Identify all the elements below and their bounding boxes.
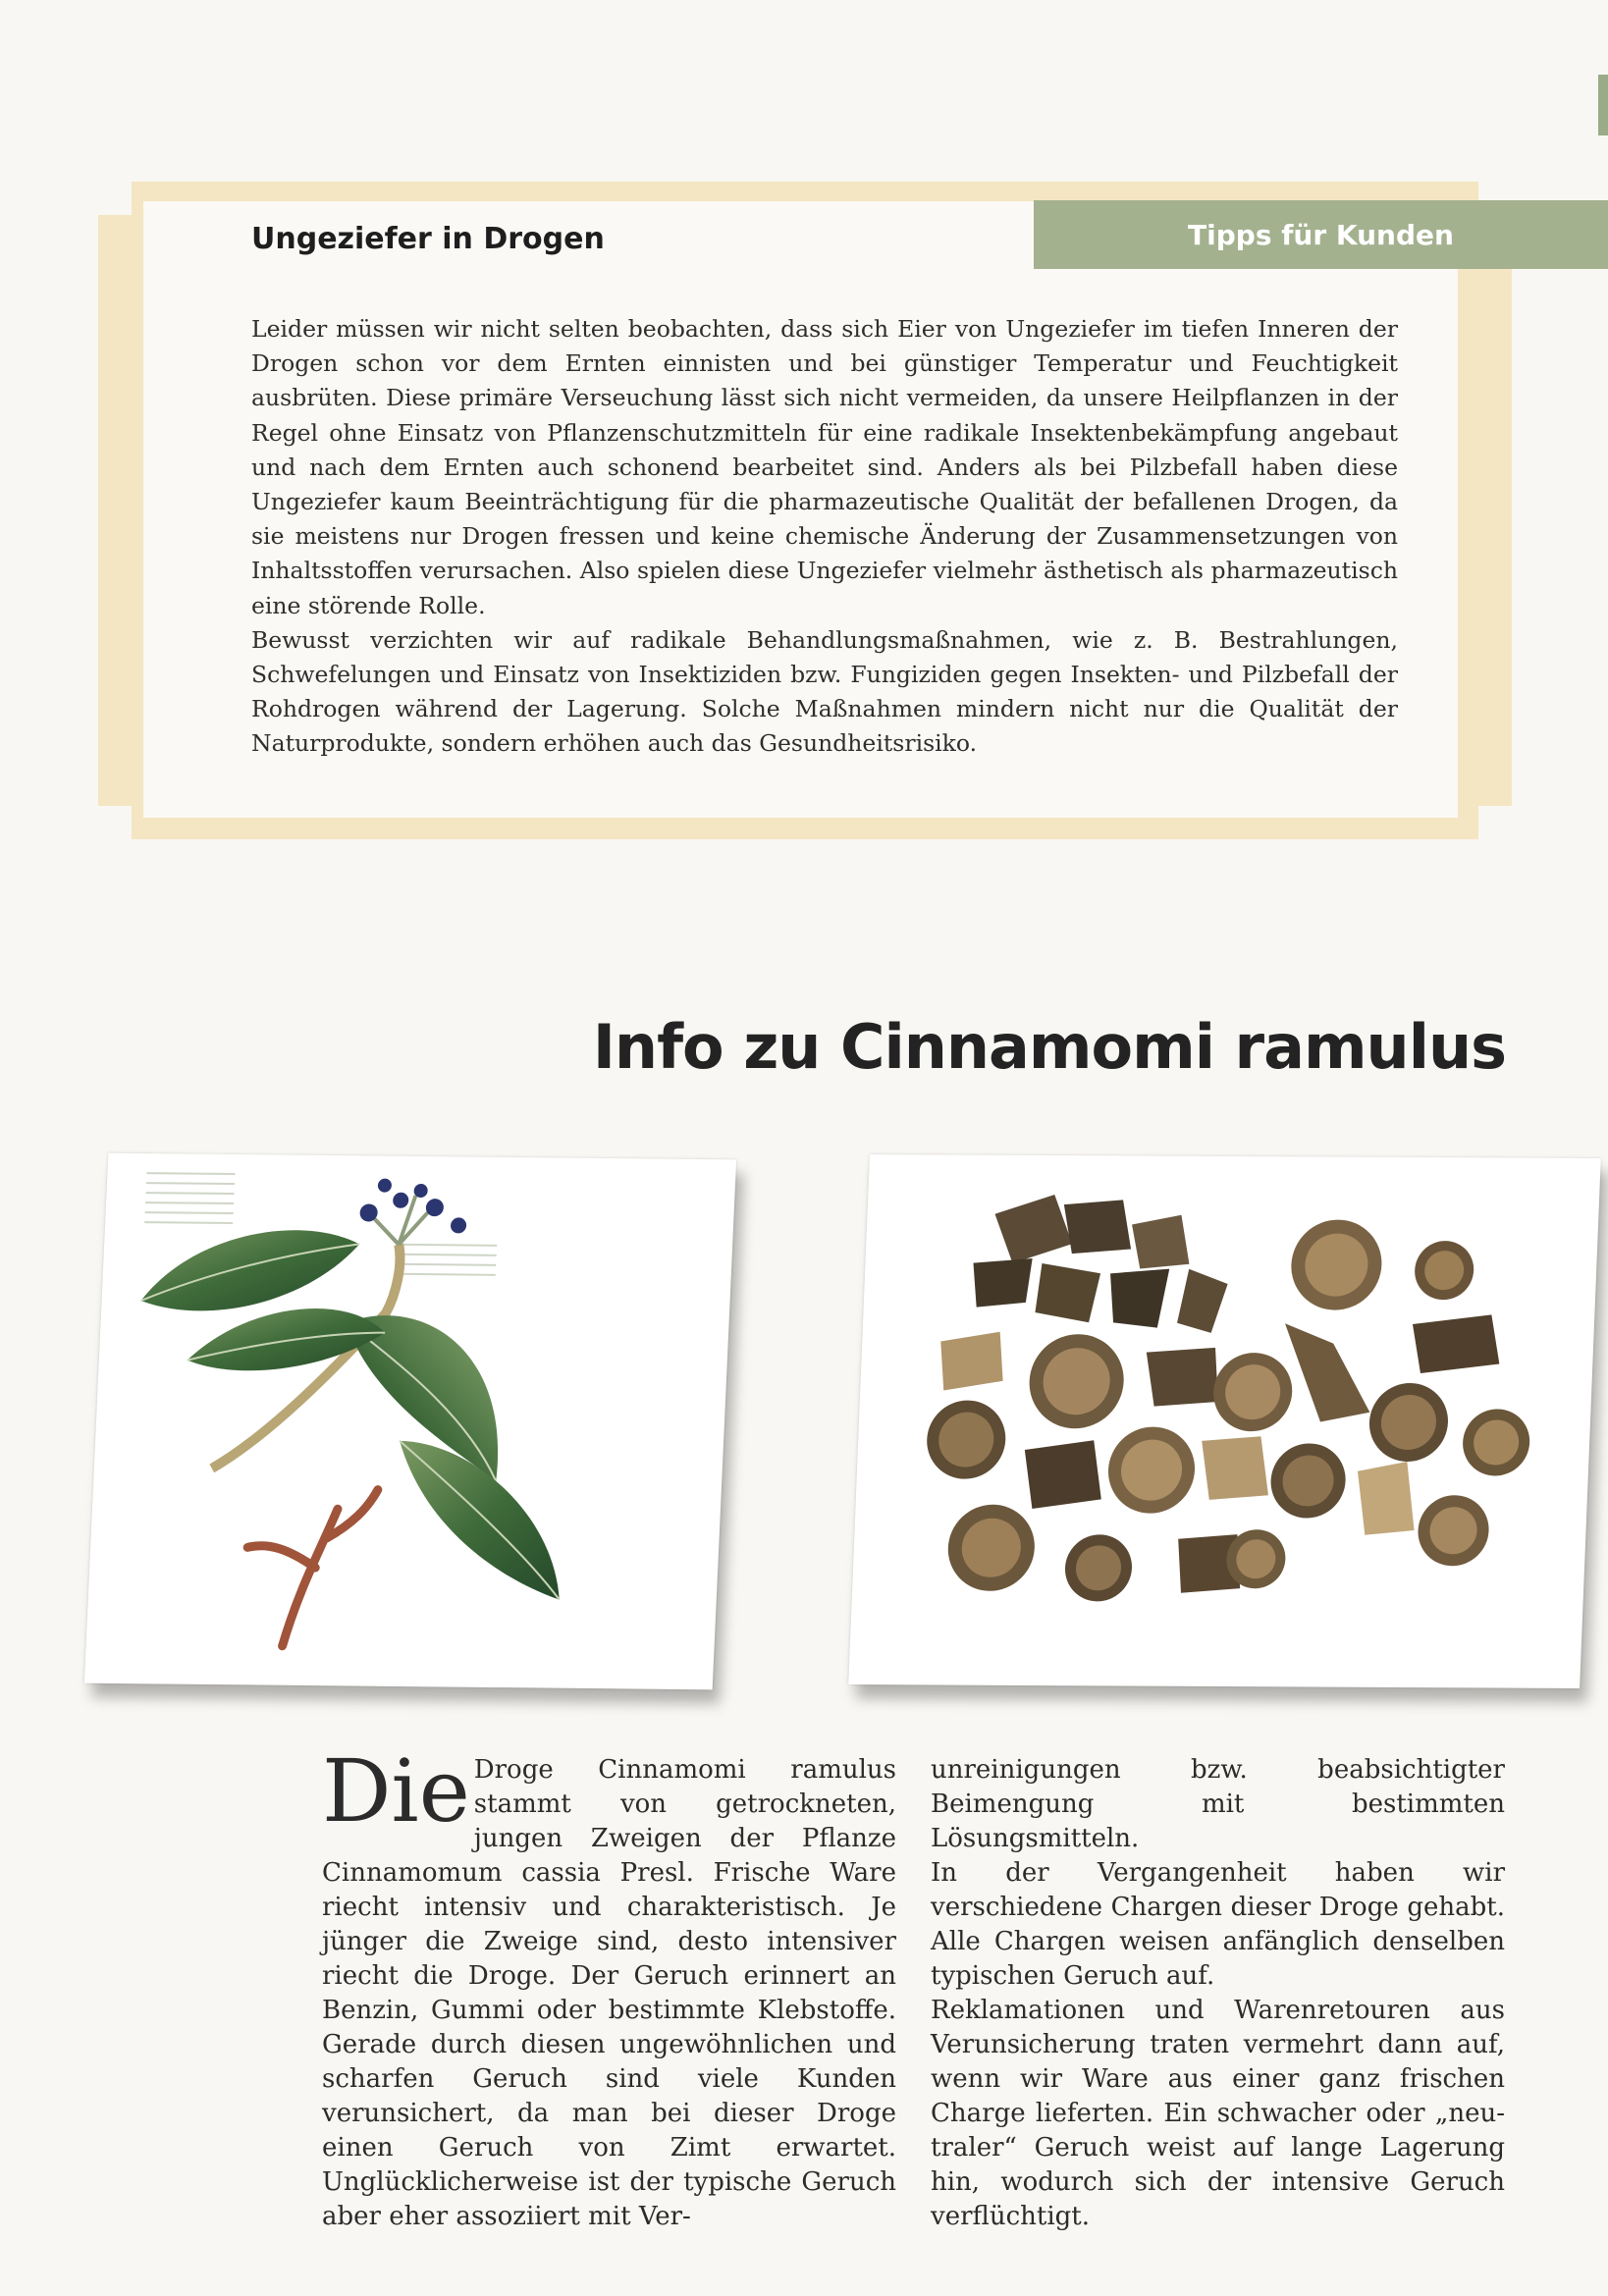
dried-cinnamon-twigs-photo [848,1154,1601,1688]
dried-twigs-photo-card [848,1154,1601,1688]
article-paragraph: unreinigungen bzw. beabsichtigter Beimengung mit bestimmten Lösungsmitteln. [931,1755,1505,1853]
tip-box-tab [1034,200,1608,269]
article-column-left [322,1740,896,2234]
tip-box-tab-label: Tipps für Kunden [1188,218,1454,251]
dropcap: Die [322,1740,470,1842]
tip-box-paragraph: Leider müssen wir nicht selten beobachten, dass sich Eier von Ungeziefer im tiefen Inneren der Drogen schon vor dem Ernten einnisten und bei günstiger Temperatur und Feuchtigkeit ausbrüten. Diese primäre Verseuchung lässt sich nicht vermeiden, da unsere Heilpflanzen in der Regel ohne Einsatz von Pflanzenschutzmitteln für eine radikale Insektenbekämpfung angebaut und nach dem Ernten auch schonend bearbeitet sind. Anders als bei Pilzbefall haben diese Ungeziefer kaum Beeinträchtigung für die pharmazeutische Qualität der befallenen Drogen, da sie meistens nur Drogen fressen und keine chemische Änderung der Zusammensetzungen von Inhaltsstoffen verursachen. Also spielen diese Ungeziefer vielmehr ästhetisch als pharmazeutisch eine störende Rolle. [251,315,1398,619]
article-paragraph: In der Vergangenheit haben wir verschiedene Chargen dieser Droge gehabt. Alle Chargen weisen anfänglich denselben typischen Geruch auf. [931,1858,1505,1991]
tip-box-title: Ungeziefer in Drogen [251,222,605,256]
article-paragraph-text: Droge Cinnamomi ramulus stammt von getrockneten, jungen Zweigen der Pflanze Cinnamomum cassia Presl. Frische Ware riecht intensiv und charakteristisch. Je jünger die Zweige sind, desto intensiver riecht die Droge. Der Geruch erinnert an Benzin, Gummi oder bestimmte Klebstoffe. Gerade durch diesen ungewöhnlichen und scharfen Geruch sind viele Kunden verunsichert, da man bei dieser Droge einen Geruch von Zimt erwartet. Unglücklicherweise ist der typische Geruch aber eher assoziiert mit Ver- [322,1755,896,2231]
article-paragraph [322,1740,896,2234]
article-paragraph: Reklamationen und Warenretouren aus Verunsicherung traten vermehrt dann auf, wenn wir Ware aus einer ganz frischen Charge lieferten. Ein schwacher oder „neu- traler“ Geruch weist auf lange Lagerung hin, wodurch sich der intensive Geruch verflüchtigt. [931,1996,1505,2231]
plant-illustration-card [84,1153,736,1690]
tip-box-paragraph: Bewusst verzichten wir auf radikale Behandlungsmaßnahmen, wie z. B. Bestrahlungen, Schwefelungen und Einsatz von Insektiziden bzw. Fungiziden gegen Insekten- und Pilzbefall der Rohdrogen während der Lagerung. Solche Maßnahmen mindern nicht nur die Qualität der Naturprodukte, sondern erhöhen auch das Gesundheitsrisiko. [251,625,1398,758]
article-heading: Info zu Cinnamomi ramulus [592,1011,1506,1083]
page-edge-marker [1598,75,1608,135]
article-column-right [931,1753,1505,2234]
tip-box-body [251,312,1398,762]
cinnamon-plant-illustration [84,1153,736,1690]
